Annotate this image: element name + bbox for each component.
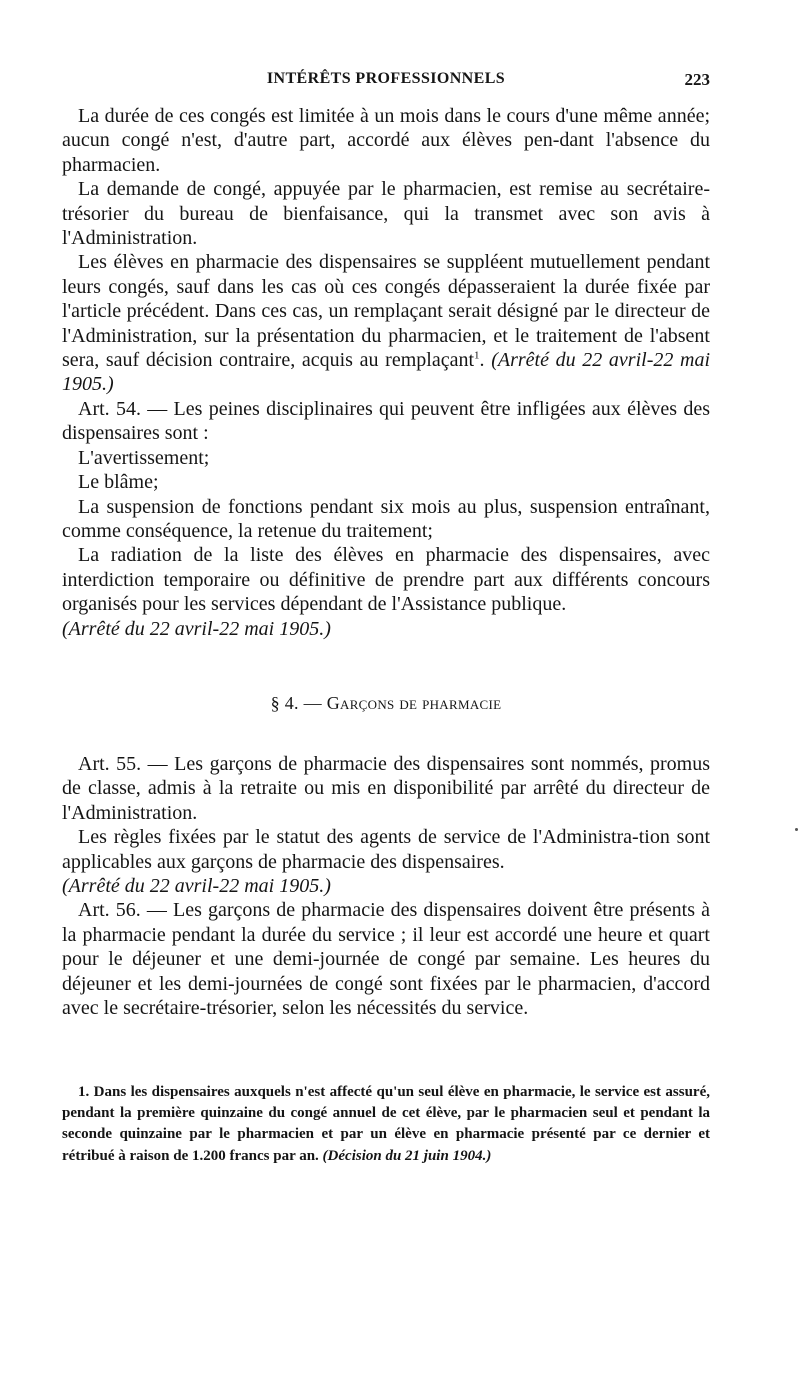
- page-number: 223: [684, 70, 710, 89]
- list-item-radiation-text: La radiation de la liste des élèves en pharmacie des dispensaires, avec interdiction temporaire ou définitive de prendre part aux différents concours organisés pour les services dépendant de l'Assistance publique.: [62, 544, 710, 616]
- paragraph-duree-conges: La durée de ces congés est limitée à un mois dans le cours d'une même année; aucun congé n'est, d'autre part, accordé aux élèves pen-dant l'absence du pharmacien.: [62, 105, 710, 176]
- footnote: [62, 1082, 710, 1167]
- paragraph-suppleance: Les élèves en pharmacie des dispensaires se suppléent mutuellement pendant leurs congés, sauf dans les cas où ces congés dépasseraient la durée fixée par l'article précédent. Dans ces cas, un remplaçant serait désigné par le directeur de l'Administration, sur la présentation du pharmacien, et le traitement de l'absent sera, sauf décision contraire, acquis au remplaçant$^1$. (Arrêté du 22 avril-22 mai 1905.): [62, 251, 711, 396]
- citation-line: [62, 617, 710, 641]
- citation-line-3: [62, 874, 710, 898]
- list-item-avertissement: L'avertissement;: [78, 446, 210, 469]
- paragraph-article-54: Art. 54. — Les peines disciplinaires qui peuvent être infligées aux élèves des dispensaires sont :: [62, 397, 710, 445]
- main-text: [62, 104, 710, 1020]
- list-item-blame: Le blâme;: [78, 471, 159, 494]
- scan-speck: [795, 828, 798, 831]
- footnote-citation: (Décision du 21 juin 1904.): [322, 1147, 492, 1164]
- running-header: [62, 70, 710, 96]
- paragraph-demande-conge: La demande de congé, appuyée par le pharmacien, est remise au secrétaire-trésorier du bureau de bienfaisance, qui la transmet avec son avis à l'Administration.: [62, 178, 710, 250]
- paragraph-suppleance-text: Les élèves en pharmacie des dispensaires se suppléent mutuellement pendant leurs congés, sauf dans les cas où ces congés dépasseraient la durée fixée par l'article précédent. Dans ces cas, un remplaçant serait désigné par le directeur de l'Administration, sur la présentation du pharmacien, et le traitement de l'absent sera, sauf décision contraire, acquis au remplaçant: [62, 251, 710, 372]
- section-heading-text: § 4. — Garçons de pharmacie: [270, 692, 502, 713]
- paragraph-regles-statut: Les règles fixées par le statut des agents de service de l'Administra-tion sont applicables aux garçons de pharmacie des dispensaires.: [62, 826, 710, 873]
- footnote-reference: 1: [474, 349, 480, 362]
- citation-arrete: (Arrêté du 22 avril-22 mai 1905.): [62, 349, 711, 396]
- citation-arrete-2: (Arrêté du 22 avril-22 mai 1905.): [62, 617, 331, 640]
- section-heading: [62, 693, 710, 714]
- paragraph-article-56: Art. 56. — Les garçons de pharmacie des dispensaires doivent être présents à la pharmacie pendant la durée du service ; il leur est accordé une heure et quart pour le déjeuner et une demi-journée de congé par semaine. Les heures du déjeuner et les demi-journées de congé sont fixées par le pharmacien, d'accord avec le secrétaire-trésorier, selon les nécessités du service.: [62, 899, 710, 1019]
- paragraph-article-55: Art. 55. — Les garçons de pharmacie des dispensaires sont nommés, promus de classe, admis à la retraite ou mis en disponibilité par arrêté du directeur de l'Administration.: [62, 752, 710, 824]
- citation-arrete-3: (Arrêté du 22 avril-22 mai 1905.): [62, 874, 331, 897]
- footnote-text: 1. Dans les dispensaires auxquels n'est affecté qu'un seul élève en pharmacie, le service est assuré, pendant la première quinzaine du congé annuel de cet élève, par le pharmacien seul et pendant la seconde quinzaine par le pharmacien et par un élève en pharmacie présenté par ce dernier et rétribué à raison de 1.200 francs par an.: [62, 1084, 710, 1164]
- list-item-radiation: [62, 543, 710, 616]
- running-title: INTÉRÊTS PROFESSIONNELS: [266, 70, 506, 87]
- list-item-suspension: La suspension de fonctions pendant six mois au plus, suspension entraînant, comme conséquence, la retenue du traitement;: [62, 495, 710, 542]
